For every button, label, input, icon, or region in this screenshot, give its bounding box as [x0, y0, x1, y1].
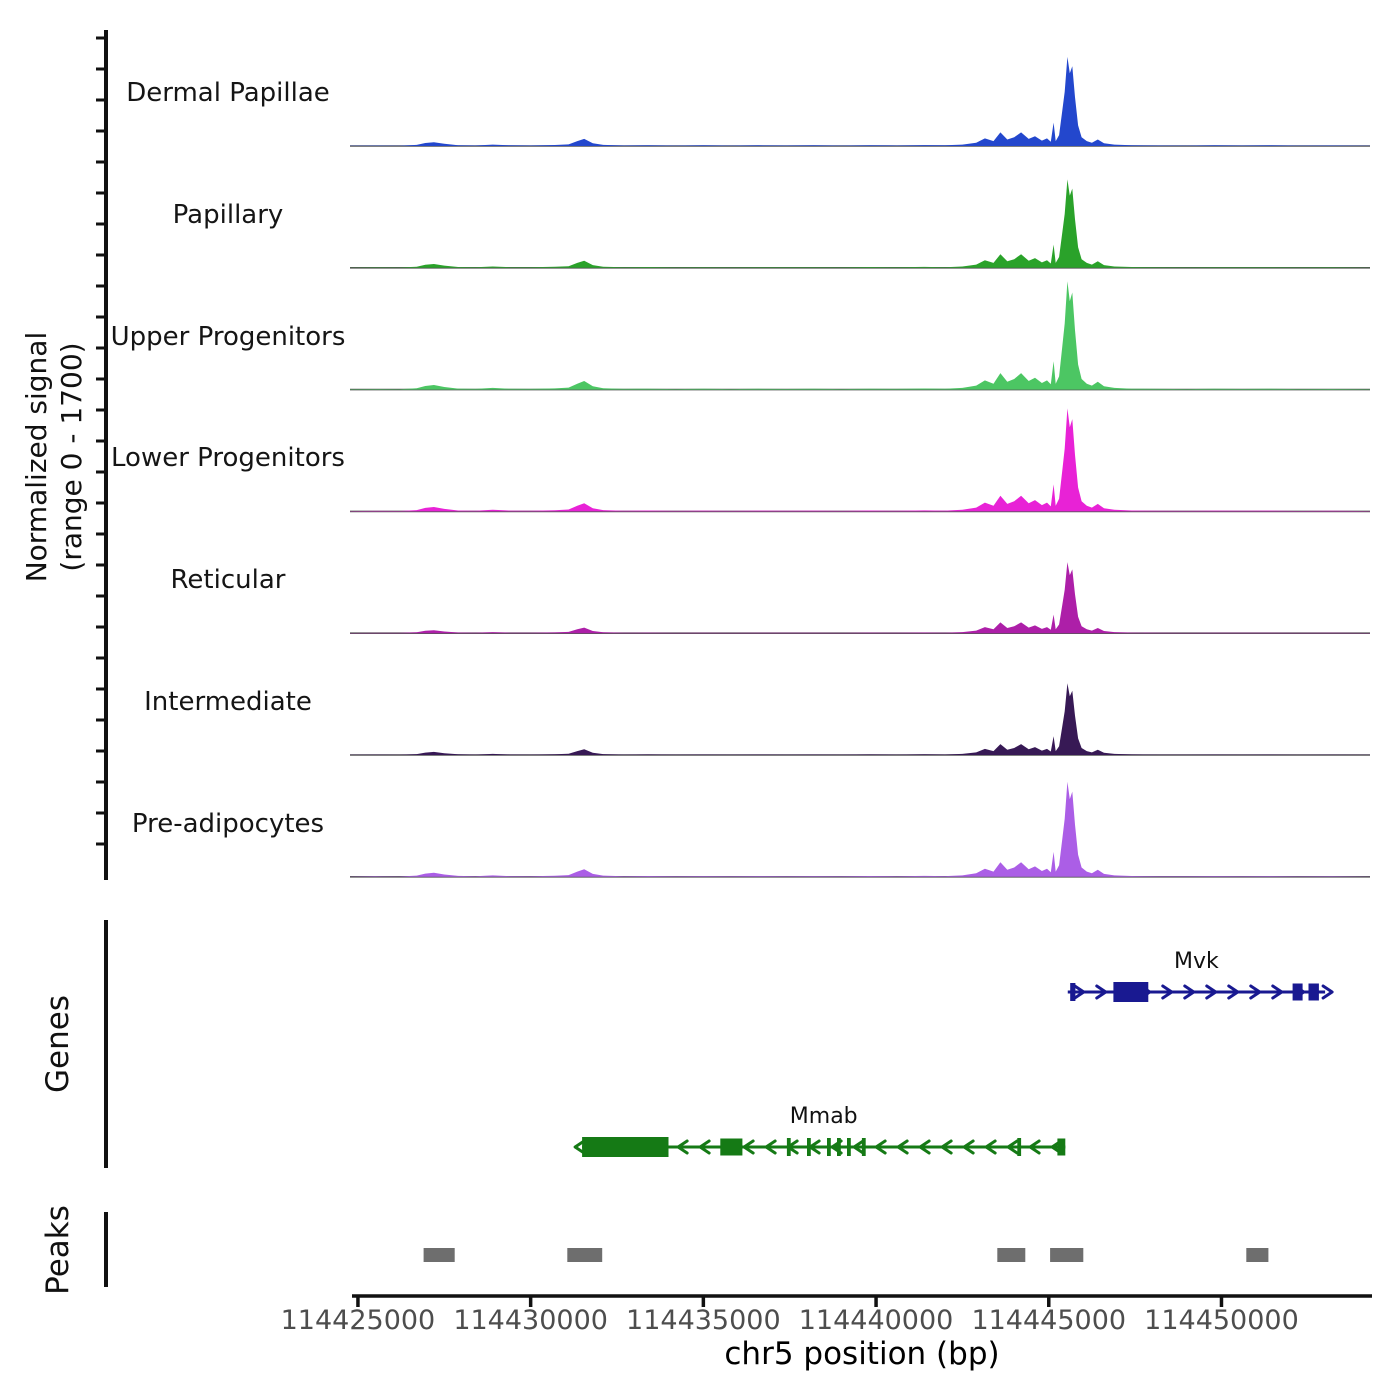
track-label-lower-progenitors: Lower Progenitors: [111, 443, 345, 474]
y-axis-label-line1: Normalized signal: [20, 331, 53, 583]
gene-exon-mmab: [582, 1137, 668, 1157]
gene-exon-mmab: [827, 1138, 831, 1156]
track-label-dermal-papillae: Dermal Papillae: [126, 78, 330, 108]
gene-exon-mvk: [1113, 982, 1148, 1002]
gene-label-mvk: Mvk: [1174, 949, 1219, 974]
track-label-intermediate: Intermediate: [144, 687, 312, 717]
peak-interval: [424, 1248, 455, 1262]
track-label-papillary: Papillary: [172, 199, 284, 230]
x-axis-tick-label: 114440000: [798, 1305, 954, 1336]
track-label-pre-adipocytes: Pre-adipocytes: [131, 808, 325, 839]
signal-area-dermal-papillae: [350, 57, 1370, 146]
y-axis-label-line2: (range 0 - 1700): [55, 342, 88, 572]
gene-exon-mmab: [1017, 1138, 1021, 1156]
signal-area-papillary: [350, 179, 1370, 267]
gene-exon-mmab: [847, 1138, 851, 1156]
gene-exon-mvk: [1309, 984, 1319, 1001]
gene-exon-mmab: [837, 1138, 841, 1156]
x-axis-tick-label: 114425000: [280, 1305, 436, 1336]
track-label-reticular: Reticular: [170, 565, 286, 596]
x-axis-tick-label: 114445000: [971, 1305, 1127, 1336]
peak-interval: [567, 1248, 602, 1262]
signal-area-intermediate: [350, 683, 1370, 755]
peaks-section-label: Peaks: [40, 1205, 76, 1295]
peak-interval: [1246, 1248, 1268, 1262]
gene-exon-mmab: [807, 1138, 811, 1156]
x-axis-tick-label: 114435000: [626, 1305, 781, 1336]
peak-interval: [1050, 1248, 1083, 1262]
signal-area-pre-adipocytes: [350, 782, 1370, 877]
gene-exon-mmab: [862, 1138, 866, 1156]
x-axis-title: chr5 position (bp): [724, 1336, 1000, 1372]
genes-section-label: Genes: [40, 995, 76, 1093]
gene-exon-mvk: [1070, 983, 1075, 1001]
gene-label-mmab: Mmab: [789, 1104, 858, 1129]
x-axis-tick-label: 114450000: [1144, 1305, 1299, 1336]
signal-area-lower-progenitors: [350, 408, 1370, 511]
gene-exon-mmab: [787, 1138, 791, 1156]
signal-area-upper-progenitors: [350, 281, 1370, 389]
gene-exon-mvk: [1293, 984, 1303, 1001]
x-axis-tick-label: 114430000: [453, 1305, 608, 1336]
gene-exon-mmab: [720, 1139, 742, 1156]
peak-interval: [997, 1248, 1025, 1262]
signal-area-reticular: [350, 562, 1370, 633]
track-label-upper-progenitors: Upper Progenitors: [110, 321, 346, 352]
gene-exon-mmab: [1057, 1139, 1065, 1156]
